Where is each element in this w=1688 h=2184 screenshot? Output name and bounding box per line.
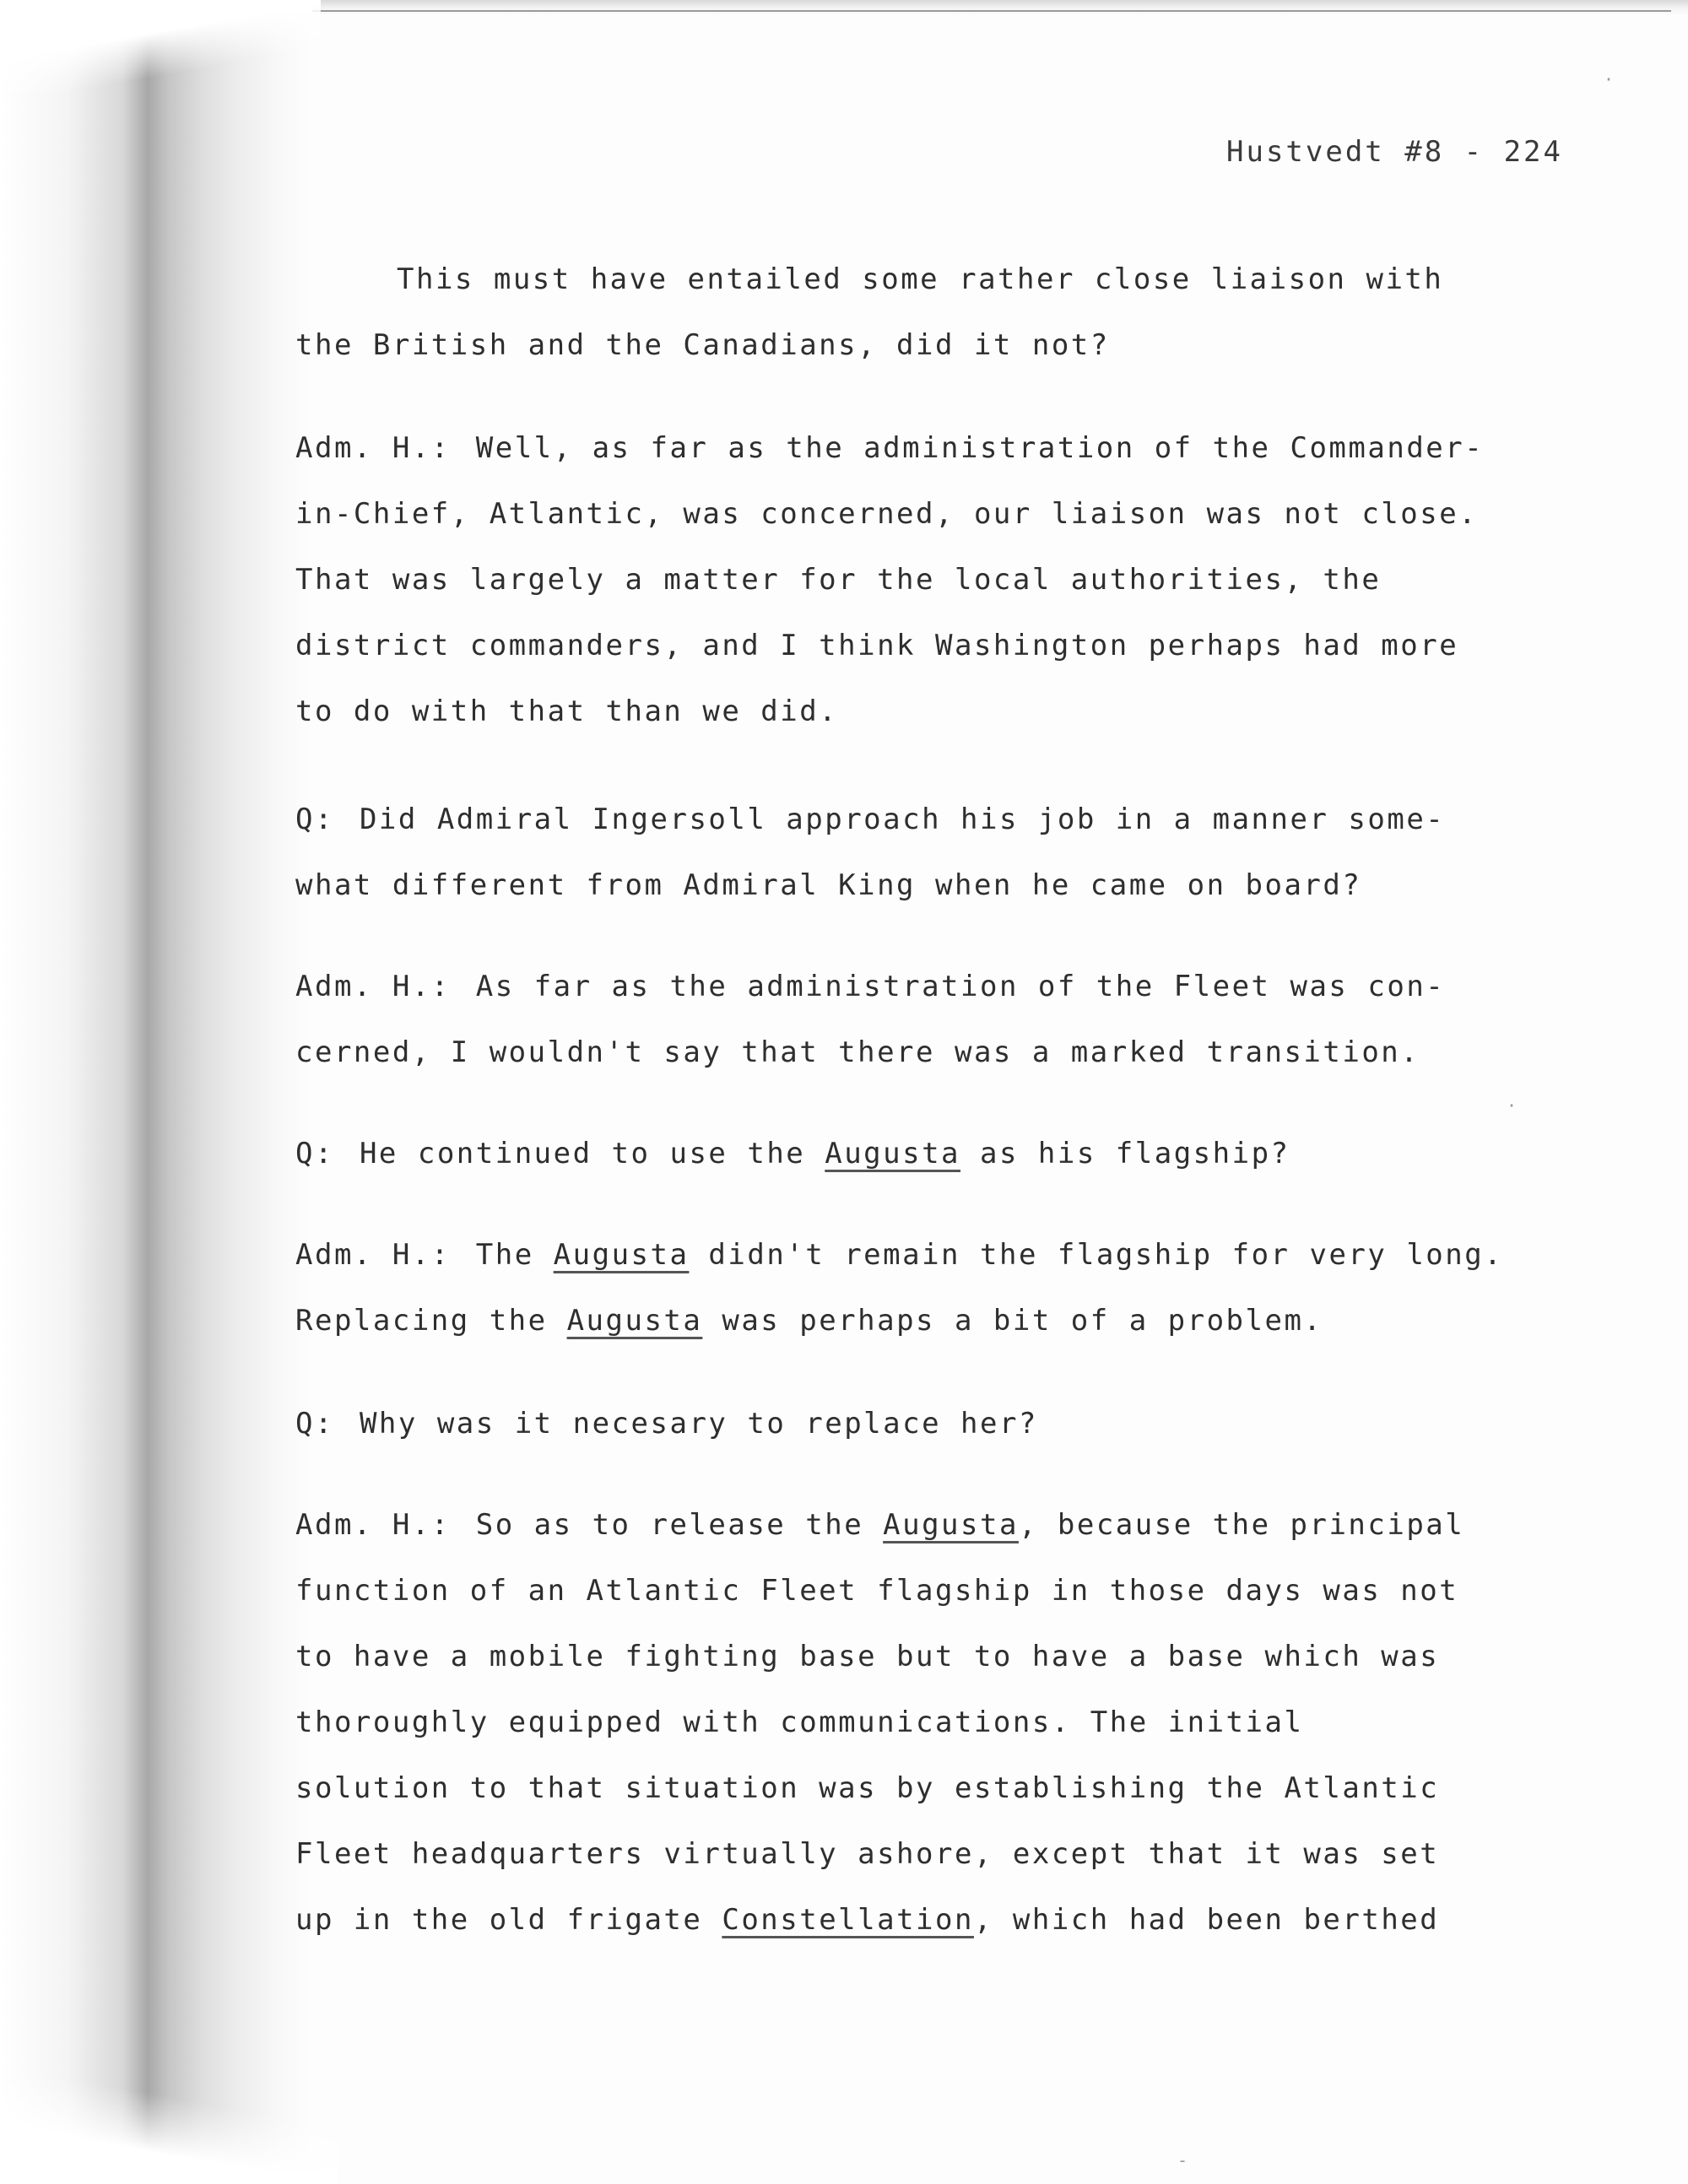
line-text: , which had been berthed xyxy=(973,1903,1440,1937)
ship-name: Augusta xyxy=(825,1137,961,1170)
text-line: That was largely a matter for the local authorities, the xyxy=(295,563,1382,597)
line-text: , because the principal xyxy=(1018,1508,1465,1542)
binding-bottom-fade xyxy=(0,2076,338,2184)
line-text: as his flagship? xyxy=(960,1137,1290,1170)
scan-speck: · xyxy=(1507,1095,1518,1116)
ship-name: Augusta xyxy=(553,1238,690,1272)
text-line xyxy=(295,954,1578,1019)
text-line xyxy=(295,1887,1578,1953)
paragraph-answer-liaison xyxy=(295,415,1578,744)
line-text: Why was it necesary to replace her? xyxy=(359,1407,1038,1441)
ship-name: Constellation xyxy=(722,1903,974,1937)
line-text: So as to release the xyxy=(475,1508,884,1542)
ship-name: Augusta xyxy=(566,1304,703,1338)
text-line: This must have entailed some rather close liaison with xyxy=(397,262,1444,296)
page-header: Hustvedt #8 - 224 xyxy=(1226,135,1563,169)
binding-top-fade xyxy=(0,0,321,93)
text-line: function of an Atlantic Fleet flagship in those days was not xyxy=(295,1574,1459,1608)
speaker-label: Q: xyxy=(295,1137,334,1170)
text-line xyxy=(295,1492,1578,1558)
text-line: district commanders, and I think Washington perhaps had more xyxy=(295,629,1459,662)
text-line xyxy=(295,415,1578,481)
text-line: in-Chief, Atlantic, was concerned, our liaison was not close. xyxy=(295,497,1479,531)
paragraph-answer-transition xyxy=(295,954,1578,1085)
line-text: Did Admiral Ingersoll approach his job in a manner some- xyxy=(359,803,1446,836)
text-line: solution to that situation was by establishing the Atlantic xyxy=(295,1771,1440,1805)
text-line: the British and the Canadians, did it not? xyxy=(295,328,1110,362)
text-line xyxy=(295,1288,1578,1354)
scan-speck: - xyxy=(1177,2150,1188,2170)
paragraph-question-ingersoll xyxy=(295,787,1578,918)
speaker-label: Adm. H.: xyxy=(295,970,451,1003)
line-text: The xyxy=(475,1238,554,1272)
line-text: Well, as far as the administration of the Commander- xyxy=(475,431,1485,465)
text-line: Fleet headquarters virtually ashore, except that it was set xyxy=(295,1837,1440,1871)
paragraph-answer-augusta xyxy=(295,1222,1578,1354)
text-line xyxy=(295,787,1578,852)
text-line xyxy=(295,1391,1578,1457)
line-text: As far as the administration of the Fleet was con- xyxy=(475,970,1446,1003)
text-line: to have a mobile fighting base but to have a base which was xyxy=(295,1640,1440,1673)
speaker-label: Q: xyxy=(295,803,334,836)
text-line: thoroughly equipped with communications. The initial xyxy=(295,1706,1304,1739)
line-text: He continued to use the xyxy=(359,1137,825,1170)
text-line xyxy=(295,1121,1578,1187)
paragraph-answer-constellation xyxy=(295,1492,1578,1953)
scan-speck: · xyxy=(1604,69,1615,89)
paragraph-question-flagship xyxy=(295,1121,1578,1187)
line-text: was perhaps a bit of a problem. xyxy=(702,1304,1323,1338)
text-line: what different from Admiral King when he came on board? xyxy=(295,868,1362,902)
speaker-label: Q: xyxy=(295,1407,334,1441)
paragraph-question-liaison xyxy=(295,246,1578,378)
line-text: up in the old frigate xyxy=(295,1903,722,1937)
line-text: didn't remain the flagship for very long. xyxy=(689,1238,1504,1272)
ship-name: Augusta xyxy=(883,1508,1019,1542)
text-line xyxy=(295,1222,1578,1288)
speaker-label: Adm. H.: xyxy=(295,1238,451,1272)
paragraph-question-replace xyxy=(295,1391,1578,1457)
line-text: Replacing the xyxy=(295,1304,567,1338)
speaker-label: Adm. H.: xyxy=(295,1508,451,1542)
binding-shadow xyxy=(0,0,312,2184)
text-line: cerned, I wouldn't say that there was a marked transition. xyxy=(295,1035,1420,1069)
speaker-label: Adm. H.: xyxy=(295,431,451,465)
text-line: to do with that than we did. xyxy=(295,695,839,728)
